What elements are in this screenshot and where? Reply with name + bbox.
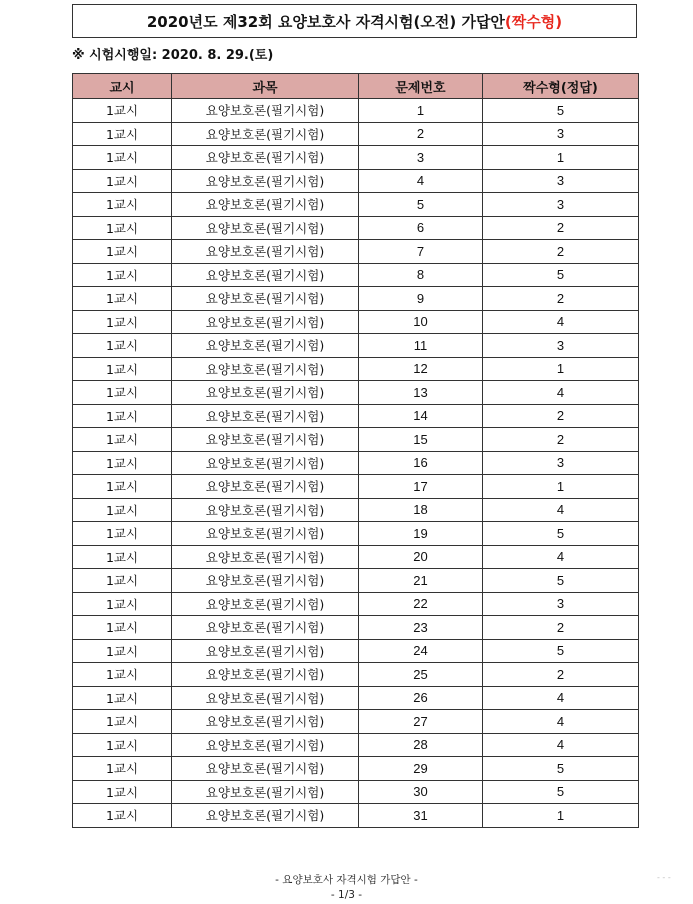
title-main: 2020년도 제32회 요양보호사 자격시험(오전) 가답안	[146, 12, 505, 31]
subject-cell: 요양보호론(필기시험)	[172, 169, 359, 193]
subject-cell: 요양보호론(필기시험)	[172, 263, 359, 287]
subject-cell: 요양보호론(필기시험)	[172, 122, 359, 146]
answer-cell: 2	[483, 216, 639, 240]
answer-cell: 3	[483, 592, 639, 616]
answer-cell: 4	[483, 545, 639, 569]
title-highlight: (짝수형)	[504, 12, 563, 31]
period-cell: 1교시	[73, 99, 172, 123]
answer-cell: 1	[483, 475, 639, 499]
question-number-cell: 10	[359, 310, 483, 334]
table-row	[73, 639, 639, 663]
column-header-subject: 과목	[172, 74, 359, 99]
question-number-cell: 6	[359, 216, 483, 240]
subject-cell: 요양보호론(필기시험)	[172, 334, 359, 358]
subject-cell: 요양보호론(필기시험)	[172, 545, 359, 569]
period-cell: 1교시	[73, 804, 172, 828]
table-row	[73, 240, 639, 264]
subject-cell: 요양보호론(필기시험)	[172, 592, 359, 616]
subject-cell: 요양보호론(필기시험)	[172, 357, 359, 381]
table-row	[73, 498, 639, 522]
answer-cell: 2	[483, 428, 639, 452]
period-cell: 1교시	[73, 287, 172, 311]
table-row	[73, 334, 639, 358]
period-cell: 1교시	[73, 451, 172, 475]
question-number-cell: 23	[359, 616, 483, 640]
answer-cell: 2	[483, 663, 639, 687]
question-number-cell: 12	[359, 357, 483, 381]
period-cell: 1교시	[73, 733, 172, 757]
subject-cell: 요양보호론(필기시험)	[172, 428, 359, 452]
answer-cell: 2	[483, 616, 639, 640]
period-cell: 1교시	[73, 169, 172, 193]
question-number-cell: 16	[359, 451, 483, 475]
question-number-cell: 17	[359, 475, 483, 499]
question-number-cell: 18	[359, 498, 483, 522]
answer-cell: 1	[483, 357, 639, 381]
subject-cell: 요양보호론(필기시험)	[172, 780, 359, 804]
table-row	[73, 569, 639, 593]
period-cell: 1교시	[73, 522, 172, 546]
answer-cell: 3	[483, 122, 639, 146]
answer-cell: 2	[483, 404, 639, 428]
footer-doc-name: - 요양보호사 자격시험 가답안 -	[275, 874, 418, 886]
subject-cell: 요양보호론(필기시험)	[172, 522, 359, 546]
column-header-answer: 짝수형(정답)	[483, 74, 639, 99]
question-number-cell: 11	[359, 334, 483, 358]
table-body	[73, 99, 639, 828]
document-title	[72, 4, 637, 38]
table-row	[73, 216, 639, 240]
subject-cell: 요양보호론(필기시험)	[172, 710, 359, 734]
subject-cell: 요양보호론(필기시험)	[172, 381, 359, 405]
question-number-cell: 15	[359, 428, 483, 452]
subject-cell: 요양보호론(필기시험)	[172, 193, 359, 217]
question-number-cell: 1	[359, 99, 483, 123]
table-row	[73, 310, 639, 334]
table-row	[73, 169, 639, 193]
table-row	[73, 804, 639, 828]
question-number-cell: 8	[359, 263, 483, 287]
answer-cell: 4	[483, 498, 639, 522]
table-row	[73, 428, 639, 452]
table-row	[73, 193, 639, 217]
question-number-cell: 4	[359, 169, 483, 193]
period-cell: 1교시	[73, 686, 172, 710]
question-number-cell: 14	[359, 404, 483, 428]
answer-cell: 5	[483, 522, 639, 546]
question-number-cell: 26	[359, 686, 483, 710]
question-number-cell: 22	[359, 592, 483, 616]
answer-cell: 1	[483, 146, 639, 170]
table-row	[73, 99, 639, 123]
table-row	[73, 381, 639, 405]
table-row	[73, 122, 639, 146]
table-row	[73, 146, 639, 170]
subject-cell: 요양보호론(필기시험)	[172, 639, 359, 663]
answer-cell: 1	[483, 804, 639, 828]
table-row	[73, 404, 639, 428]
answer-cell: 5	[483, 99, 639, 123]
page-corner-mark: - - -	[657, 873, 671, 882]
table-row	[73, 451, 639, 475]
answer-cell: 5	[483, 263, 639, 287]
period-cell: 1교시	[73, 404, 172, 428]
question-number-cell: 5	[359, 193, 483, 217]
table-row	[73, 663, 639, 687]
subject-cell: 요양보호론(필기시험)	[172, 686, 359, 710]
subject-cell: 요양보호론(필기시험)	[172, 240, 359, 264]
subject-cell: 요양보호론(필기시험)	[172, 287, 359, 311]
question-number-cell: 30	[359, 780, 483, 804]
table-row	[73, 263, 639, 287]
table-row	[73, 545, 639, 569]
question-number-cell: 7	[359, 240, 483, 264]
period-cell: 1교시	[73, 498, 172, 522]
subject-cell: 요양보호론(필기시험)	[172, 451, 359, 475]
table-row	[73, 475, 639, 499]
question-number-cell: 24	[359, 639, 483, 663]
subject-cell: 요양보호론(필기시험)	[172, 216, 359, 240]
period-cell: 1교시	[73, 263, 172, 287]
exam-date: ※ 시험시행일: 2020. 8. 29.(토)	[72, 48, 274, 63]
question-number-cell: 20	[359, 545, 483, 569]
period-cell: 1교시	[73, 381, 172, 405]
subject-cell: 요양보호론(필기시험)	[172, 757, 359, 781]
table-row	[73, 710, 639, 734]
subject-cell: 요양보호론(필기시험)	[172, 569, 359, 593]
table-row	[73, 616, 639, 640]
question-number-cell: 27	[359, 710, 483, 734]
period-cell: 1교시	[73, 193, 172, 217]
period-cell: 1교시	[73, 357, 172, 381]
period-cell: 1교시	[73, 428, 172, 452]
period-cell: 1교시	[73, 146, 172, 170]
period-cell: 1교시	[73, 639, 172, 663]
question-number-cell: 2	[359, 122, 483, 146]
subject-cell: 요양보호론(필기시험)	[172, 404, 359, 428]
footer-page-number: - 1/3 -	[330, 889, 363, 901]
question-number-cell: 13	[359, 381, 483, 405]
subject-cell: 요양보호론(필기시험)	[172, 310, 359, 334]
subject-cell: 요양보호론(필기시험)	[172, 804, 359, 828]
period-cell: 1교시	[73, 545, 172, 569]
table-row	[73, 757, 639, 781]
answer-cell: 5	[483, 757, 639, 781]
table-row	[73, 287, 639, 311]
period-cell: 1교시	[73, 310, 172, 334]
answer-cell: 2	[483, 240, 639, 264]
subject-cell: 요양보호론(필기시험)	[172, 616, 359, 640]
question-number-cell: 25	[359, 663, 483, 687]
answer-cell: 2	[483, 287, 639, 311]
answer-cell: 4	[483, 733, 639, 757]
answer-table	[72, 73, 639, 828]
answer-cell: 4	[483, 381, 639, 405]
table-row	[73, 780, 639, 804]
period-cell: 1교시	[73, 616, 172, 640]
answer-cell: 4	[483, 710, 639, 734]
answer-cell: 4	[483, 310, 639, 334]
question-number-cell: 29	[359, 757, 483, 781]
table-header-row	[73, 74, 639, 99]
subject-cell: 요양보호론(필기시험)	[172, 733, 359, 757]
table-row	[73, 522, 639, 546]
table-row	[73, 686, 639, 710]
subject-cell: 요양보호론(필기시험)	[172, 475, 359, 499]
answer-cell: 3	[483, 193, 639, 217]
period-cell: 1교시	[73, 475, 172, 499]
subject-cell: 요양보호론(필기시험)	[172, 99, 359, 123]
question-number-cell: 3	[359, 146, 483, 170]
table-row	[73, 357, 639, 381]
period-cell: 1교시	[73, 780, 172, 804]
period-cell: 1교시	[73, 757, 172, 781]
period-cell: 1교시	[73, 216, 172, 240]
period-cell: 1교시	[73, 240, 172, 264]
answer-cell: 3	[483, 334, 639, 358]
subject-cell: 요양보호론(필기시험)	[172, 498, 359, 522]
period-cell: 1교시	[73, 592, 172, 616]
period-cell: 1교시	[73, 569, 172, 593]
answer-cell: 5	[483, 780, 639, 804]
question-number-cell: 9	[359, 287, 483, 311]
answer-cell: 3	[483, 451, 639, 475]
question-number-cell: 21	[359, 569, 483, 593]
period-cell: 1교시	[73, 663, 172, 687]
subject-cell: 요양보호론(필기시험)	[172, 146, 359, 170]
answer-cell: 5	[483, 569, 639, 593]
question-number-cell: 28	[359, 733, 483, 757]
subject-cell: 요양보호론(필기시험)	[172, 663, 359, 687]
period-cell: 1교시	[73, 122, 172, 146]
column-header-number: 문제번호	[359, 74, 483, 99]
answer-cell: 4	[483, 686, 639, 710]
period-cell: 1교시	[73, 710, 172, 734]
question-number-cell: 19	[359, 522, 483, 546]
answer-cell: 5	[483, 639, 639, 663]
table-row	[73, 733, 639, 757]
table-row	[73, 592, 639, 616]
period-cell: 1교시	[73, 334, 172, 358]
question-number-cell: 31	[359, 804, 483, 828]
column-header-period: 교시	[73, 74, 172, 99]
answer-cell: 3	[483, 169, 639, 193]
